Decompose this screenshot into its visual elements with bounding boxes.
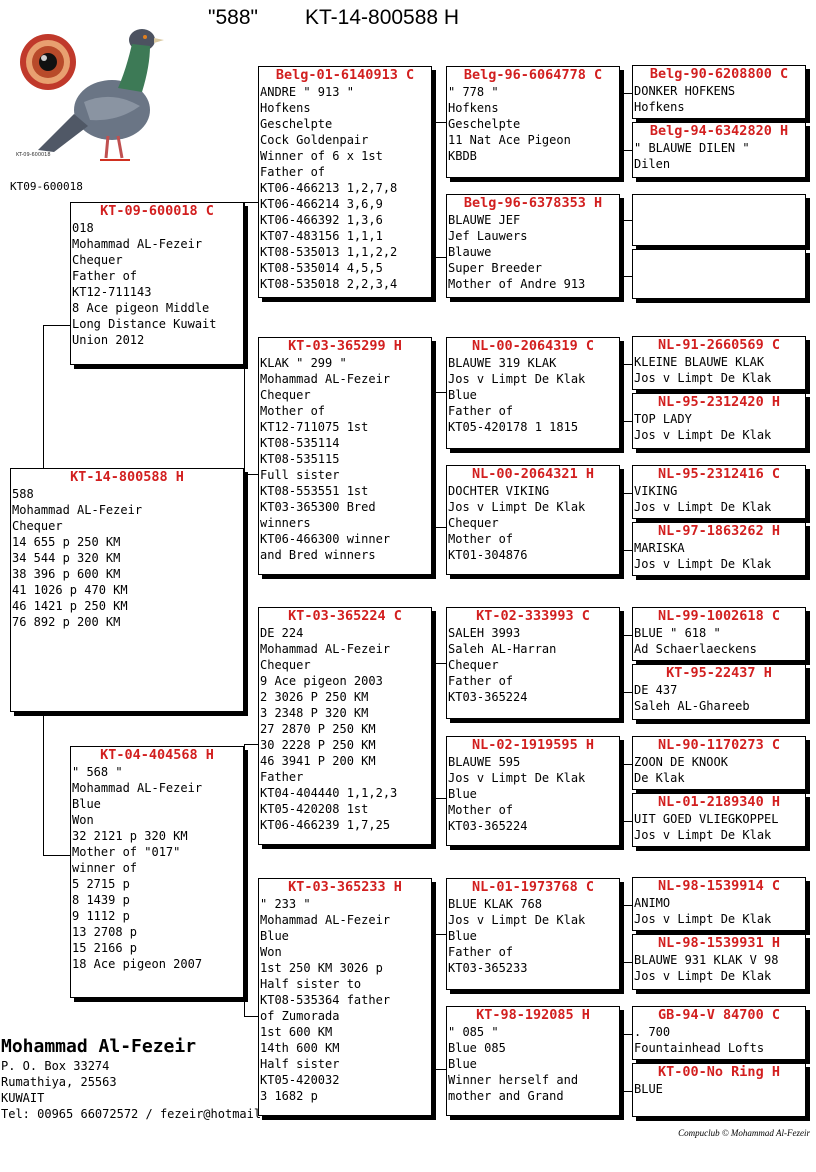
card-line: Blue xyxy=(448,929,477,943)
pedigree-card-g4[interactable] xyxy=(632,194,806,246)
connector xyxy=(432,663,446,664)
card-line: Blue xyxy=(448,787,477,801)
card-line: " 778 " xyxy=(448,85,499,99)
ring-number: KT-02-333993 C xyxy=(476,608,590,624)
ring-number: NL-01-2189340 H xyxy=(658,794,780,810)
card-line: Geschelpte xyxy=(260,117,333,131)
pedigree-card-g4[interactable] xyxy=(632,736,806,790)
card-line: KT01-304876 xyxy=(448,548,528,562)
card-line: Jos v Limpt De Klak xyxy=(634,557,772,571)
card-line: 14 655 p 250 KM xyxy=(12,535,121,549)
ring-number: NL-90-1170273 C xyxy=(658,737,780,753)
owner-address-line: P. O. Box 33274 xyxy=(1,1059,110,1073)
pedigree-card-g4[interactable] xyxy=(632,122,806,178)
card-line: Father of xyxy=(448,945,514,959)
card-line: Geschelpte xyxy=(448,117,521,131)
footer-credit: Compuclub © Mohammad Al-Fezeir xyxy=(678,1128,810,1138)
card-line: KT12-711143 xyxy=(72,285,152,299)
card-line: Mother of xyxy=(448,532,514,546)
card-line: Blue xyxy=(260,929,289,943)
card-line: KT08-535364 father xyxy=(260,993,391,1007)
eye-icon xyxy=(20,34,76,90)
connector xyxy=(43,855,71,856)
card-line: Fountainhead Lofts xyxy=(634,1041,765,1055)
card-line: Half sister xyxy=(260,1057,340,1071)
card-line: ANIMO xyxy=(634,896,671,910)
connector xyxy=(620,493,621,550)
photo-code: KT09-600018 xyxy=(10,180,83,193)
connector xyxy=(620,364,621,421)
pedigree-card-sire[interactable] xyxy=(70,202,244,365)
card-line: DONKER HOFKENS xyxy=(634,84,736,98)
card-line: BLUE xyxy=(634,1082,663,1096)
card-line: 9 1112 p xyxy=(72,909,130,923)
ring-number: NL-98-1539914 C xyxy=(658,878,780,894)
ring-number: NL-00-2064321 H xyxy=(472,466,594,482)
pedigree-card-g3[interactable] xyxy=(446,465,620,575)
card-line: Union 2012 xyxy=(72,333,145,347)
card-line: 18 Ace pigeon 2007 xyxy=(72,957,203,971)
pedigree-card-g4[interactable] xyxy=(632,336,806,390)
card-line: 3 1682 p xyxy=(260,1089,318,1103)
card-line: KT07-483156 1,1,1 xyxy=(260,229,383,243)
ring-number: NL-95-2312416 C xyxy=(658,466,780,482)
card-line: KT12-711075 1st xyxy=(260,420,369,434)
pedigree-card-g4[interactable] xyxy=(632,393,806,449)
ring-number: Belg-96-6064778 C xyxy=(463,67,603,83)
card-line: 13 2708 p xyxy=(72,925,138,939)
card-line: Chequer xyxy=(448,516,499,530)
ring-number: NL-97-1863262 H xyxy=(658,523,780,539)
card-line: 1st 600 KM xyxy=(260,1025,333,1039)
card-line: Jos v Limpt De Klak xyxy=(634,500,772,514)
card-line: Mother of Andre 913 xyxy=(448,277,586,291)
card-line: Jos v Limpt De Klak xyxy=(448,771,586,785)
card-line: BLUE KLAK 768 xyxy=(448,897,542,911)
card-line: KT03-365224 xyxy=(448,690,528,704)
card-line: KT03-365233 xyxy=(448,961,528,975)
card-line: Blauwe xyxy=(448,245,492,259)
card-line: 8 1439 p xyxy=(72,893,130,907)
card-line: KT06-466392 1,3,6 xyxy=(260,213,383,227)
card-line: Chequer xyxy=(72,253,123,267)
connector xyxy=(43,710,44,855)
connector xyxy=(43,325,71,326)
card-line: Jos v Limpt De Klak xyxy=(634,912,772,926)
card-line: of Zumorada xyxy=(260,1009,340,1023)
card-line: Mother of "017" xyxy=(72,845,181,859)
pedigree-card-g4[interactable] xyxy=(632,1063,806,1117)
connector xyxy=(620,220,621,276)
title-ring: KT-14-800588 H xyxy=(305,6,460,29)
connector xyxy=(432,1069,446,1070)
card-line: Jos v Limpt De Klak xyxy=(448,913,586,927)
card-line: 9 Ace pigeon 2003 xyxy=(260,674,383,688)
pedigree-card-g4[interactable] xyxy=(632,1006,806,1060)
card-line: KT08-535014 4,5,5 xyxy=(260,261,383,275)
card-line: Blue xyxy=(72,797,101,811)
card-line: Won xyxy=(72,813,94,827)
card-line: Jos v Limpt De Klak xyxy=(448,500,586,514)
owner-address-line: Rumathiya, 25563 xyxy=(1,1075,117,1089)
card-line: BLAUWE 931 KLAK V 98 xyxy=(634,953,779,967)
card-line: Won xyxy=(260,945,282,959)
card-line: Mohammad AL-Fezeir xyxy=(260,913,391,927)
card-line: Jos v Limpt De Klak xyxy=(634,828,772,842)
ring-number: KT-98-192085 H xyxy=(476,1007,590,1023)
card-line: 41 1026 p 470 KM xyxy=(12,583,128,597)
card-line: Jos v Limpt De Klak xyxy=(634,428,772,442)
card-line: KT06-466214 3,6,9 xyxy=(260,197,383,211)
pedigree-card-g3[interactable] xyxy=(446,878,620,990)
card-line: winners xyxy=(260,516,311,530)
card-line: KT08-535018 2,2,3,4 xyxy=(260,277,398,291)
card-line: Father of xyxy=(448,404,514,418)
card-line: Winner herself and xyxy=(448,1073,579,1087)
card-line: Father of xyxy=(72,269,138,283)
pedigree-card-dam[interactable] xyxy=(70,746,244,998)
pigeon-photo xyxy=(14,10,164,170)
owner-name: Mohammad Al-Fezeir xyxy=(1,1036,197,1057)
card-line: 14th 600 KM xyxy=(260,1041,340,1055)
card-line: DE 437 xyxy=(634,683,678,697)
connector xyxy=(432,392,446,393)
card-line: Super Breeder xyxy=(448,261,542,275)
card-line: Mohammad AL-Fezeir xyxy=(72,237,203,251)
connector xyxy=(620,93,621,150)
card-line: Hofkens xyxy=(260,101,311,115)
card-line: KT04-404440 1,1,2,3 xyxy=(260,786,398,800)
card-line: MARISKA xyxy=(634,541,685,555)
card-line: Ad Schaerlaeckens xyxy=(634,642,757,656)
card-line: 46 1421 p 250 KM xyxy=(12,599,128,613)
card-line: KT05-420178 1 1815 xyxy=(448,420,579,434)
ring-number: NL-02-1919595 H xyxy=(472,737,594,753)
connector xyxy=(244,744,245,1016)
owner-contact: Tel: 00965 66072572 / fezeir@hotmail. xyxy=(1,1107,269,1121)
ring-number: NL-95-2312420 H xyxy=(658,394,780,410)
card-line: ANDRE " 913 " xyxy=(260,85,354,99)
ring-number: Belg-96-6378353 H xyxy=(463,195,603,211)
connector xyxy=(432,934,446,935)
pedigree-card-g4[interactable] xyxy=(632,664,806,720)
ring-number: Belg-90-6208800 C xyxy=(649,66,789,82)
card-line: KT08-535114 xyxy=(260,436,340,450)
card-line: Mohammad AL-Fezeir xyxy=(260,642,391,656)
card-line: Mohammad AL-Fezeir xyxy=(12,503,143,517)
card-line: KLAK " 299 " xyxy=(260,356,347,370)
card-line: ZOON DE KNOOK xyxy=(634,755,728,769)
connector xyxy=(432,122,446,123)
connector xyxy=(244,1016,258,1017)
ring-number: NL-99-1002618 C xyxy=(658,608,780,624)
connector xyxy=(620,905,621,962)
pedigree-card-g4[interactable] xyxy=(632,607,806,661)
card-line: Mohammad AL-Fezeir xyxy=(72,781,203,795)
card-line: 11 Nat Ace Pigeon xyxy=(448,133,571,147)
card-line: 588 xyxy=(12,487,34,501)
card-line: KT05-420208 1st xyxy=(260,802,369,816)
connector xyxy=(43,325,44,470)
card-line: Jos v Limpt De Klak xyxy=(448,372,586,386)
pedigree-card-dam-dam[interactable] xyxy=(258,878,432,1116)
card-line: Father of xyxy=(448,674,514,688)
card-line: Saleh AL-Harran xyxy=(448,642,557,656)
card-line: Father xyxy=(260,770,304,784)
card-line: " 085 " xyxy=(448,1025,499,1039)
connector xyxy=(620,635,621,692)
card-line: KT06-466239 1,7,25 xyxy=(260,818,391,832)
card-line: 1st 250 KM 3026 p xyxy=(260,961,383,975)
card-line: Jef Lauwers xyxy=(448,229,528,243)
card-line: KBDB xyxy=(448,149,477,163)
card-line: 32 2121 p 320 KM xyxy=(72,829,188,843)
pedigree-card-sire-dam[interactable] xyxy=(258,337,432,575)
title-name: "588" xyxy=(208,6,258,29)
photo-stamp: KT-09-600018 xyxy=(16,152,51,158)
ring-number: KT-14-800588 H xyxy=(70,469,184,485)
ring-number: NL-91-2660569 C xyxy=(658,337,780,353)
card-line: Blue xyxy=(448,388,477,402)
ring-number: KT-95-22437 H xyxy=(666,665,772,681)
pedigree-card-g4[interactable] xyxy=(632,65,806,119)
card-line: KT05-420032 xyxy=(260,1073,340,1087)
card-line: Chequer xyxy=(12,519,63,533)
card-line: and Bred winners xyxy=(260,548,376,562)
owner-block xyxy=(1,1036,268,1122)
card-line: De Klak xyxy=(634,771,685,785)
card-line: KT03-365224 xyxy=(448,819,528,833)
ring-number: Belg-01-6140913 C xyxy=(275,67,415,83)
card-line: 38 396 p 600 KM xyxy=(12,567,121,581)
card-line: DOCHTER VIKING xyxy=(448,484,550,498)
card-line: Half sister to xyxy=(260,977,362,991)
pedigree-card-g4[interactable] xyxy=(632,934,806,990)
connector xyxy=(244,744,258,745)
card-line: . 700 xyxy=(634,1025,671,1039)
pedigree-card-g3[interactable] xyxy=(446,66,620,178)
card-line: SALEH 3993 xyxy=(448,626,521,640)
connector xyxy=(432,257,446,258)
card-line: 76 892 p 200 KM xyxy=(12,615,121,629)
card-line: Father of xyxy=(260,165,326,179)
card-line: BLUE " 618 " xyxy=(634,626,721,640)
card-line: 30 2228 P 250 KM xyxy=(260,738,376,752)
connector xyxy=(620,764,621,821)
ring-number: KT-03-365299 H xyxy=(288,338,402,354)
card-line: 5 2715 p xyxy=(72,877,130,891)
card-line: Cock Goldenpair xyxy=(260,133,369,147)
card-line: Jos v Limpt De Klak xyxy=(634,371,772,385)
connector xyxy=(432,934,433,1069)
card-line: " BLAUWE DILEN " xyxy=(634,141,750,155)
ring-number: Belg-94-6342820 H xyxy=(649,123,789,139)
ring-number: KT-00-No Ring H xyxy=(658,1064,780,1080)
ring-number: NL-01-1973768 C xyxy=(472,879,594,895)
card-line: Saleh AL-Ghareeb xyxy=(634,699,750,713)
connector xyxy=(432,798,446,799)
card-line: KT08-535013 1,1,2,2 xyxy=(260,245,398,259)
pedigree-card-subject[interactable] xyxy=(10,468,244,712)
card-line: KT08-535115 xyxy=(260,452,340,466)
card-line: " 568 " xyxy=(72,765,123,779)
connector xyxy=(244,474,258,475)
ring-number: NL-00-2064319 C xyxy=(472,338,594,354)
card-line: VIKING xyxy=(634,484,678,498)
card-line: KT06-466213 1,2,7,8 xyxy=(260,181,398,195)
pedigree-card-g3[interactable] xyxy=(446,1006,620,1116)
card-line: Mother of xyxy=(260,404,326,418)
card-line: winner of xyxy=(72,861,138,875)
card-line: 3 2348 P 320 KM xyxy=(260,706,369,720)
pedigree-card-g3[interactable] xyxy=(446,194,620,298)
card-line: Full sister xyxy=(260,468,340,482)
card-line: Jos v Limpt De Klak xyxy=(634,969,772,983)
connector xyxy=(244,202,245,474)
pedigree-card-g4[interactable] xyxy=(632,793,806,847)
pedigree-card-g3[interactable] xyxy=(446,736,620,846)
card-line: KT03-365300 Bred xyxy=(260,500,376,514)
card-line: 46 3941 P 200 KM xyxy=(260,754,376,768)
card-line: DE 224 xyxy=(260,626,304,640)
card-line: Chequer xyxy=(260,388,311,402)
card-line: KT08-553551 1st xyxy=(260,484,369,498)
pedigree-card-sire-sire[interactable] xyxy=(258,66,432,298)
ring-number: KT-09-600018 C xyxy=(100,203,214,219)
card-line: Hofkens xyxy=(634,100,685,114)
card-line: 34 544 p 320 KM xyxy=(12,551,121,565)
card-line: UIT GOED VLIEGKOPPEL xyxy=(634,812,779,826)
card-line: TOP LADY xyxy=(634,412,692,426)
pedigree-card-g4[interactable] xyxy=(632,877,806,931)
card-line: KLEINE BLAUWE KLAK xyxy=(634,355,765,369)
card-line: BLAUWE JEF xyxy=(448,213,521,227)
ring-number: KT-03-365233 H xyxy=(288,879,402,895)
pedigree-card-g3[interactable] xyxy=(446,337,620,449)
ring-number: GB-94-V 84700 C xyxy=(658,1007,780,1023)
card-line: Chequer xyxy=(448,658,499,672)
card-line: BLAUWE 319 KLAK xyxy=(448,356,557,370)
owner-address-line: KUWAIT xyxy=(1,1091,45,1105)
pedigree-card-g4[interactable] xyxy=(632,249,806,299)
card-line: KT06-466300 winner xyxy=(260,532,391,546)
connector xyxy=(620,1034,621,1091)
card-line: 15 2166 p xyxy=(72,941,138,955)
card-line: " 233 " xyxy=(260,897,311,911)
card-line: Mother of xyxy=(448,803,514,817)
connector xyxy=(432,392,433,527)
card-line: mother and Grand xyxy=(448,1089,564,1103)
pedigree-card-g3[interactable] xyxy=(446,607,620,719)
card-line: Winner of 6 x 1st xyxy=(260,149,383,163)
card-line: 27 2870 P 250 KM xyxy=(260,722,376,736)
card-line: Dilen xyxy=(634,157,671,171)
card-line: Blue 085 xyxy=(448,1041,506,1055)
card-line: Long Distance Kuwait xyxy=(72,317,217,331)
ring-number: KT-03-365224 C xyxy=(288,608,402,624)
card-line: BLAUWE 595 xyxy=(448,755,521,769)
card-line: Blue xyxy=(448,1057,477,1071)
connector xyxy=(244,202,258,203)
pedigree-card-g4[interactable] xyxy=(632,465,806,519)
connector xyxy=(432,663,433,798)
card-line: 2 3026 P 250 KM xyxy=(260,690,369,704)
ring-number: NL-98-1539931 H xyxy=(658,935,780,951)
card-line: Hofkens xyxy=(448,101,499,115)
card-line: Chequer xyxy=(260,658,311,672)
pedigree-card-g4[interactable] xyxy=(632,522,806,576)
card-line: Mohammad AL-Fezeir xyxy=(260,372,391,386)
ring-number: KT-04-404568 H xyxy=(100,747,214,763)
pedigree-card-dam-sire[interactable] xyxy=(258,607,432,845)
connector xyxy=(432,122,433,257)
connector xyxy=(432,527,446,528)
card-line: 8 Ace pigeon Middle xyxy=(72,301,210,315)
card-line: 018 xyxy=(72,221,94,235)
